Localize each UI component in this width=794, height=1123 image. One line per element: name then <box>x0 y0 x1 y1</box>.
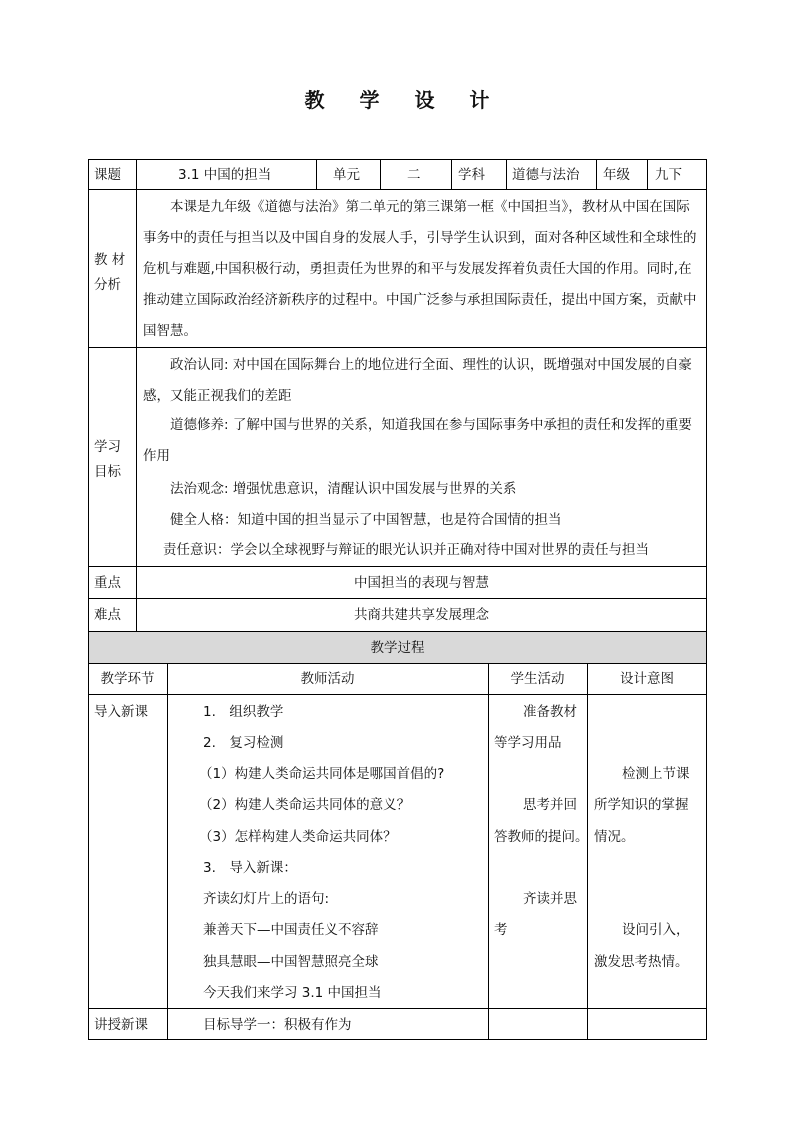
subject-value: 道德与法治 <box>512 167 580 183</box>
row-divider <box>88 598 707 599</box>
design-intent: 检测上节课 <box>622 766 690 782</box>
difficulty-label: 难点 <box>94 607 121 623</box>
row-divider <box>88 347 707 348</box>
lecture-teacher-line: 目标导学一：积极有作为 <box>203 1017 352 1033</box>
unit-value: 二 <box>407 167 421 183</box>
teacher-line: 独具慧眼—中国智慧照亮全球 <box>203 954 379 970</box>
col-divider <box>488 663 489 1040</box>
col-divider <box>316 159 317 189</box>
analysis-text: 本课是九年级《道德与法治》第二单元的第三课第一框《中国担当》，教材从中国在国际事务中的责任与担当以及中国自身的发展人手，引导学生认识到，面对各种区域性和全球性的危机与难题,中国积极行动，勇担责任为世界的和平与发展发挥着负责任大国的作用。同时,在推动建立国际政治经济新秩序的过程中。中国广泛参与承担国际责任，提出中国方案，贡献中国智慧。 <box>143 199 697 339</box>
goal-responsibility: 责任意识：学会以全球视野与辩证的眼光认识并正确对待中国对世界的责任与担当 <box>163 542 649 558</box>
column-header-student: 学生活动 <box>510 671 565 687</box>
col-divider <box>647 159 648 189</box>
column-header-teacher: 教师活动 <box>300 671 355 687</box>
col-divider <box>596 159 597 189</box>
teacher-line: 齐读幻灯片上的语句: <box>203 891 330 907</box>
teacher-line: （1）构建人类命运共同体是哪国首倡的? <box>199 766 445 782</box>
key-point-value: 中国担当的表现与智慧 <box>354 575 489 591</box>
col-divider <box>506 159 507 189</box>
design-intent: 设问引入， <box>622 922 690 938</box>
teacher-line: 1. 组织教学 <box>203 704 284 720</box>
unit-label: 单元 <box>333 167 360 183</box>
col-divider <box>451 159 452 189</box>
row-divider <box>88 1008 707 1009</box>
student-activity: 齐读并思 <box>523 891 577 907</box>
lecture-stage: 讲授新课 <box>94 1017 148 1033</box>
student-activity: 准备教材 <box>523 704 577 720</box>
goal-personality: 健全人格：知道中国的担当显示了中国智慧，也是符合国情的担当 <box>170 512 562 528</box>
teacher-line: （3）怎样构建人类命运共同体？ <box>199 829 397 845</box>
row-divider <box>88 566 707 567</box>
subject-label: 学科 <box>458 167 485 183</box>
teacher-line: 3. 导入新课： <box>203 860 297 876</box>
student-activity: 思考并回 <box>523 797 577 813</box>
teacher-line: 兼善天下—中国责任义不容辞 <box>203 922 379 938</box>
row-divider <box>88 663 707 664</box>
design-intent: 激发思考热情。 <box>594 954 689 970</box>
teacher-line: 2. 复习检测 <box>203 735 284 751</box>
key-point-label: 重点 <box>94 575 121 591</box>
process-title: 教学过程 <box>370 640 425 656</box>
student-activity: 考 <box>494 922 508 938</box>
goal-political: 政治认同: 对中国在国际舞台上的地位进行全面、理性的认识，既增强对中国发展的自豪感，又能正视我们的差距 <box>143 357 692 404</box>
difficulty-value: 共商共建共享发展理念 <box>354 607 489 623</box>
grade-label: 年级 <box>603 167 630 183</box>
goal-law: 法治观念: 增强忧患意识，清醒认识中国发展与世界的关系 <box>170 481 517 497</box>
student-activity: 等学习用品 <box>494 735 562 751</box>
row-divider <box>88 694 707 695</box>
intro-stage: 导入新课 <box>94 704 148 720</box>
topic-label: 课题 <box>94 167 121 183</box>
topic-value: 3.1 中国的担当 <box>178 167 272 183</box>
design-intent: 情况。 <box>594 829 635 845</box>
goals-label-line1: 学习 <box>94 439 121 455</box>
col-divider <box>587 663 588 1040</box>
goals-label-line2: 目标 <box>94 464 121 480</box>
column-header-design: 设计意图 <box>620 671 674 687</box>
student-activity: 答教师的提问。 <box>494 829 589 845</box>
col-divider <box>167 663 168 1040</box>
design-intent: 所学知识的掌握 <box>594 797 689 813</box>
row-divider <box>88 189 707 190</box>
teacher-line: （2）构建人类命运共同体的意义？ <box>199 797 411 813</box>
analysis-label-line1: 教 材 <box>94 252 126 268</box>
col-divider <box>136 159 137 631</box>
teacher-line: 今天我们来学习 3.1 中国担当 <box>203 985 382 1001</box>
column-header-stage: 教学环节 <box>100 671 155 687</box>
goal-moral: 道德修养: 了解中国与世界的关系，知道我国在参与国际事务中承担的责任和发挥的重要作用 <box>143 417 692 464</box>
grade-value: 九下 <box>655 167 682 183</box>
document-title: 教 学 设 计 <box>304 88 504 112</box>
col-divider <box>380 159 381 189</box>
analysis-label-line2: 分析 <box>94 277 121 293</box>
